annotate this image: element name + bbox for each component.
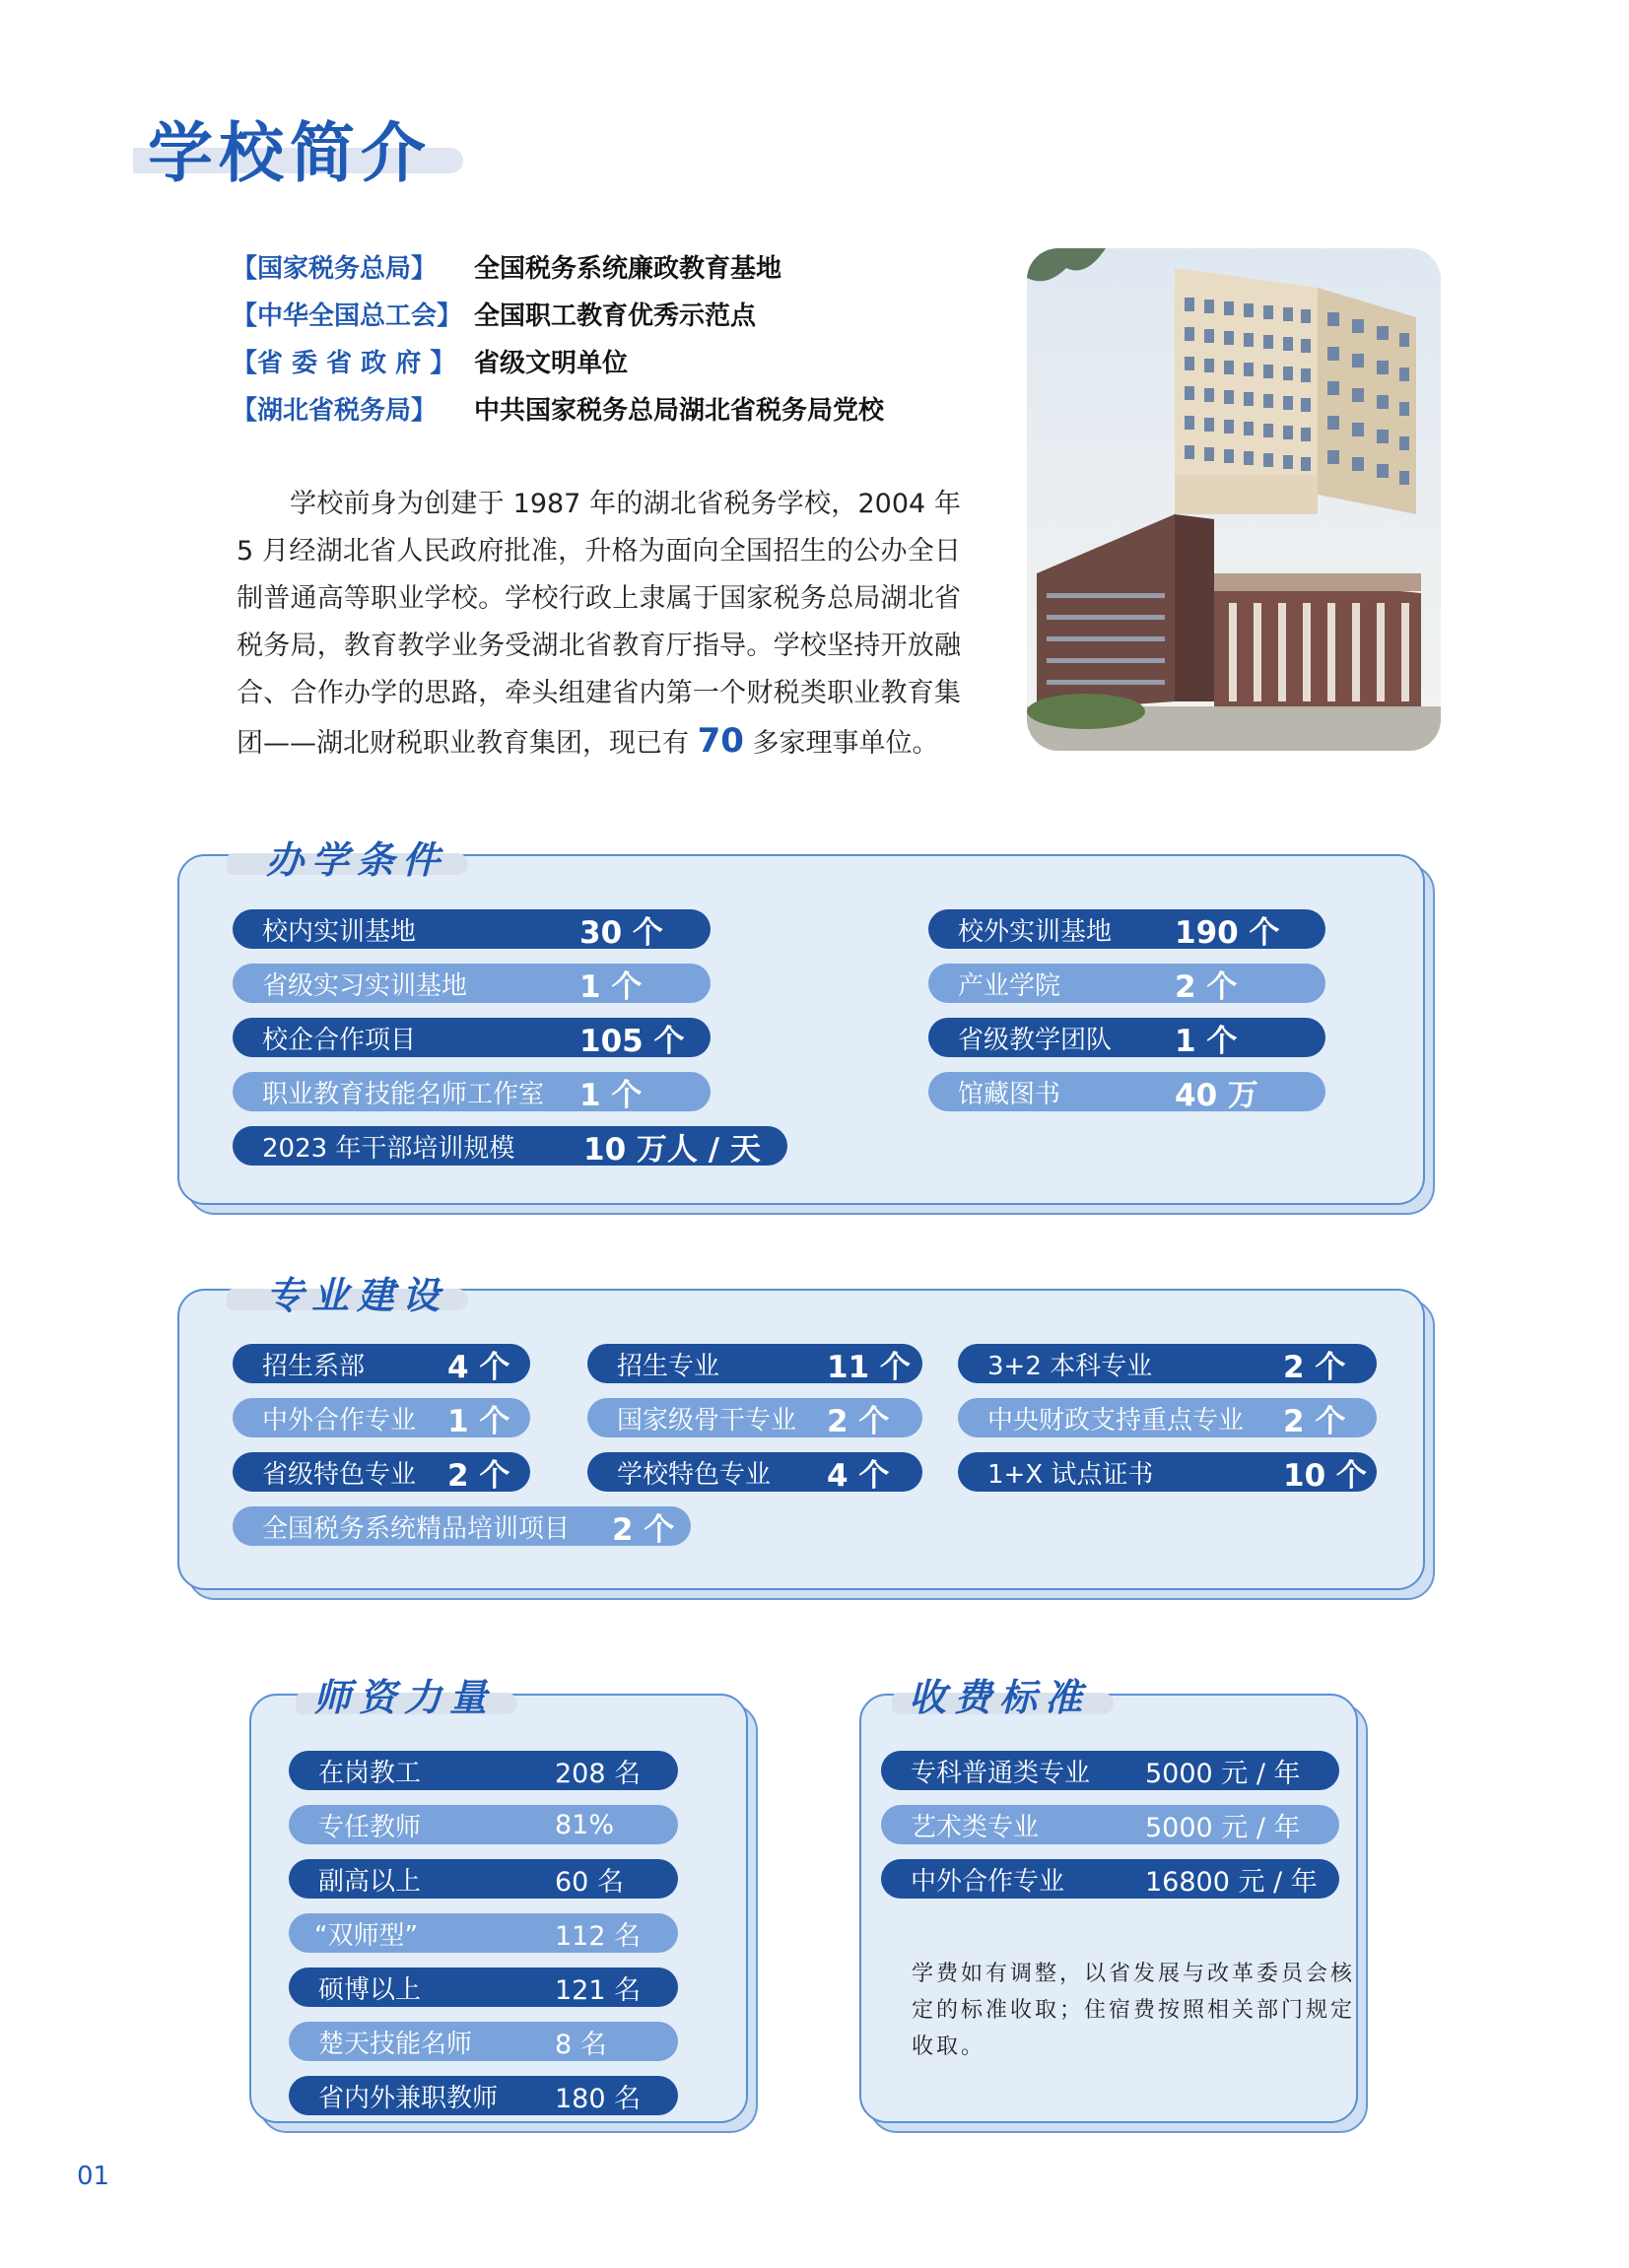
- stat-label: 国家级骨干专业: [617, 1405, 797, 1435]
- stat-pill: [289, 1859, 678, 1899]
- honor-row: [232, 290, 884, 337]
- stat-value: 180 名: [555, 2083, 642, 2114]
- stat-value: 121 名: [555, 1974, 642, 2006]
- stat-value: 112 名: [555, 1920, 642, 1952]
- stat-label: 校企合作项目: [262, 1025, 417, 1055]
- stat-label: 招生系部: [262, 1351, 366, 1381]
- honor-org: 【中华全国总工会】: [232, 300, 463, 331]
- stat-label: 在岗教工: [318, 1758, 422, 1788]
- stat-pill: [958, 1398, 1377, 1437]
- section-title-conditions: 办学条件: [266, 837, 448, 882]
- stat-value: 2 个: [827, 1403, 890, 1439]
- stat-pill: [587, 1344, 922, 1383]
- stat-value: 2 个: [447, 1457, 510, 1494]
- stat-value: 1 个: [1175, 1023, 1238, 1059]
- stat-pill: [233, 1072, 711, 1111]
- stat-label: 硕博以上: [318, 1974, 422, 2005]
- stat-pill: [233, 1452, 530, 1492]
- stat-label: 中央财政支持重点专业: [987, 1405, 1245, 1435]
- stat-label: 省内外兼职教师: [318, 2083, 499, 2113]
- stat-label: 全国税务系统精品培训项目: [262, 1513, 571, 1544]
- honor-row: [232, 384, 884, 432]
- stat-label: 馆藏图书: [958, 1079, 1061, 1109]
- stat-label: 副高以上: [318, 1866, 422, 1897]
- honor-row: [232, 242, 884, 290]
- conditions-panel: [177, 854, 1425, 1205]
- stat-value: 81%: [555, 1809, 615, 1840]
- stat-label: 楚天技能名师: [318, 2029, 473, 2059]
- honor-title: 全国职工教育优秀示范点: [474, 300, 757, 331]
- stat-value: 190 个: [1175, 914, 1280, 951]
- stat-label: 校内实训基地: [262, 916, 417, 947]
- stat-label: 专科普通类专业: [911, 1758, 1091, 1788]
- stat-pill: [289, 1751, 678, 1790]
- stat-label: 校外实训基地: [958, 916, 1113, 947]
- honor-title: 省级文明单位: [474, 348, 629, 378]
- stat-value: 60 名: [555, 1866, 624, 1898]
- stat-value: 40 万: [1175, 1077, 1258, 1113]
- section-title-faculty: 师资力量: [313, 1675, 496, 1719]
- stat-pill: [928, 909, 1325, 949]
- stat-value: 105 个: [579, 1023, 685, 1059]
- page-title: 学校简介: [148, 115, 432, 191]
- stat-pill: [928, 1018, 1325, 1057]
- stat-pill: [233, 1506, 691, 1546]
- stat-value: 2 个: [1283, 1349, 1346, 1385]
- page-number: 01: [77, 2162, 110, 2191]
- stat-pill: [587, 1452, 922, 1492]
- stat-label: 1+X 试点证书: [987, 1459, 1154, 1490]
- stat-value: 10 万人 / 天: [583, 1131, 761, 1167]
- stat-value: 2 个: [612, 1511, 675, 1548]
- stat-label: 省级实习实训基地: [262, 970, 468, 1001]
- stat-label: 省级特色专业: [262, 1459, 417, 1490]
- stat-label: 艺术类专业: [911, 1812, 1040, 1842]
- section-title-fees: 收费标准: [909, 1675, 1091, 1719]
- stat-label: 中外合作专业: [911, 1866, 1065, 1897]
- stat-value: 1 个: [579, 968, 643, 1005]
- honor-title: 全国税务系统廉政教育基地: [474, 253, 782, 284]
- stat-pill: [233, 964, 711, 1003]
- stat-pill: [233, 909, 711, 949]
- stat-value: 30 个: [579, 914, 663, 951]
- stat-pill: [289, 1968, 678, 2007]
- stat-label: 产业学院: [958, 970, 1061, 1001]
- stat-label: “双师型”: [314, 1920, 418, 1951]
- section-title-majors: 专业建设: [266, 1273, 448, 1317]
- stat-label: 学校特色专业: [617, 1459, 772, 1490]
- stat-label: 专任教师: [318, 1812, 422, 1842]
- majors-panel: [177, 1289, 1425, 1590]
- stat-pill: [289, 1805, 678, 1844]
- stat-pill: [233, 1126, 787, 1166]
- stat-label: 职业教育技能名师工作室: [262, 1079, 545, 1109]
- intro-paragraph: [237, 481, 961, 767]
- stat-value: 2 个: [1175, 968, 1238, 1005]
- honor-row: [232, 337, 884, 384]
- stat-value: 1 个: [579, 1077, 643, 1113]
- stat-value: 4 个: [827, 1457, 890, 1494]
- stat-pill: [233, 1018, 711, 1057]
- intro-text: 学校前身为创建于 1987 年的湖北省税务学校，2004 年 5 月经湖北省人民政府批准，升格为面向全国招生的公办全日制普通高等职业学校。学校行政上隶属于国家税务总局湖北省税务局，教育教学业务受湖北省教育厅指导。学校坚持开放融合、合作办学的思路，牵头组建省内第一个财税类职业教育集团——湖北财税职业教育集团，现已有: [237, 489, 961, 759]
- stat-label: 招生专业: [617, 1351, 720, 1381]
- fees-note: 学费如有调整，以省发展与改革委员会核定的标准收取；住宿费按照相关部门规定收取。: [912, 1962, 1356, 2059]
- campus-building-photo: [1027, 248, 1441, 751]
- honor-org: 【湖北省税务局】: [232, 395, 438, 426]
- stat-pill: [233, 1398, 530, 1437]
- honor-org: 【省 委 省 政 府 】: [232, 348, 456, 378]
- honor-org: 【国家税务总局】: [232, 253, 438, 284]
- stat-label: 中外合作专业: [262, 1405, 417, 1435]
- intro-text-end: 多家理事单位。: [743, 728, 939, 759]
- stat-value: 16800 元 / 年: [1145, 1866, 1318, 1898]
- stat-value: 4 个: [447, 1349, 510, 1385]
- stat-pill: [958, 1344, 1377, 1383]
- stat-label: 3+2 本科专业: [987, 1351, 1153, 1381]
- stat-pill: [289, 2076, 678, 2115]
- stat-pill: [928, 964, 1325, 1003]
- stat-value: 208 名: [555, 1758, 642, 1789]
- stat-pill: [928, 1072, 1325, 1111]
- stat-pill: [881, 1751, 1339, 1790]
- intro-highlight-number: 70: [697, 721, 744, 761]
- stat-pill: [881, 1805, 1339, 1844]
- honor-title: 中共国家税务总局湖北省税务局党校: [474, 395, 885, 426]
- building-illustration: [1027, 248, 1441, 751]
- stat-pill: [958, 1452, 1377, 1492]
- stat-value: 8 名: [555, 2029, 607, 2060]
- stat-label: 2023 年干部培训规模: [262, 1133, 515, 1164]
- stat-value: 11 个: [827, 1349, 911, 1385]
- stat-value: 10 个: [1283, 1457, 1367, 1494]
- honors-list: [232, 242, 884, 432]
- stat-pill: [289, 2022, 678, 2061]
- stat-value: 2 个: [1283, 1403, 1346, 1439]
- stat-pill: [289, 1913, 678, 1953]
- faculty-panel: [249, 1694, 748, 2123]
- stat-pill: [881, 1859, 1339, 1899]
- stat-value: 1 个: [447, 1403, 510, 1439]
- stat-pill: [233, 1344, 530, 1383]
- stat-label: 省级教学团队: [958, 1025, 1113, 1055]
- stat-pill: [587, 1398, 922, 1437]
- stat-value: 5000 元 / 年: [1145, 1758, 1301, 1789]
- stat-value: 5000 元 / 年: [1145, 1812, 1301, 1843]
